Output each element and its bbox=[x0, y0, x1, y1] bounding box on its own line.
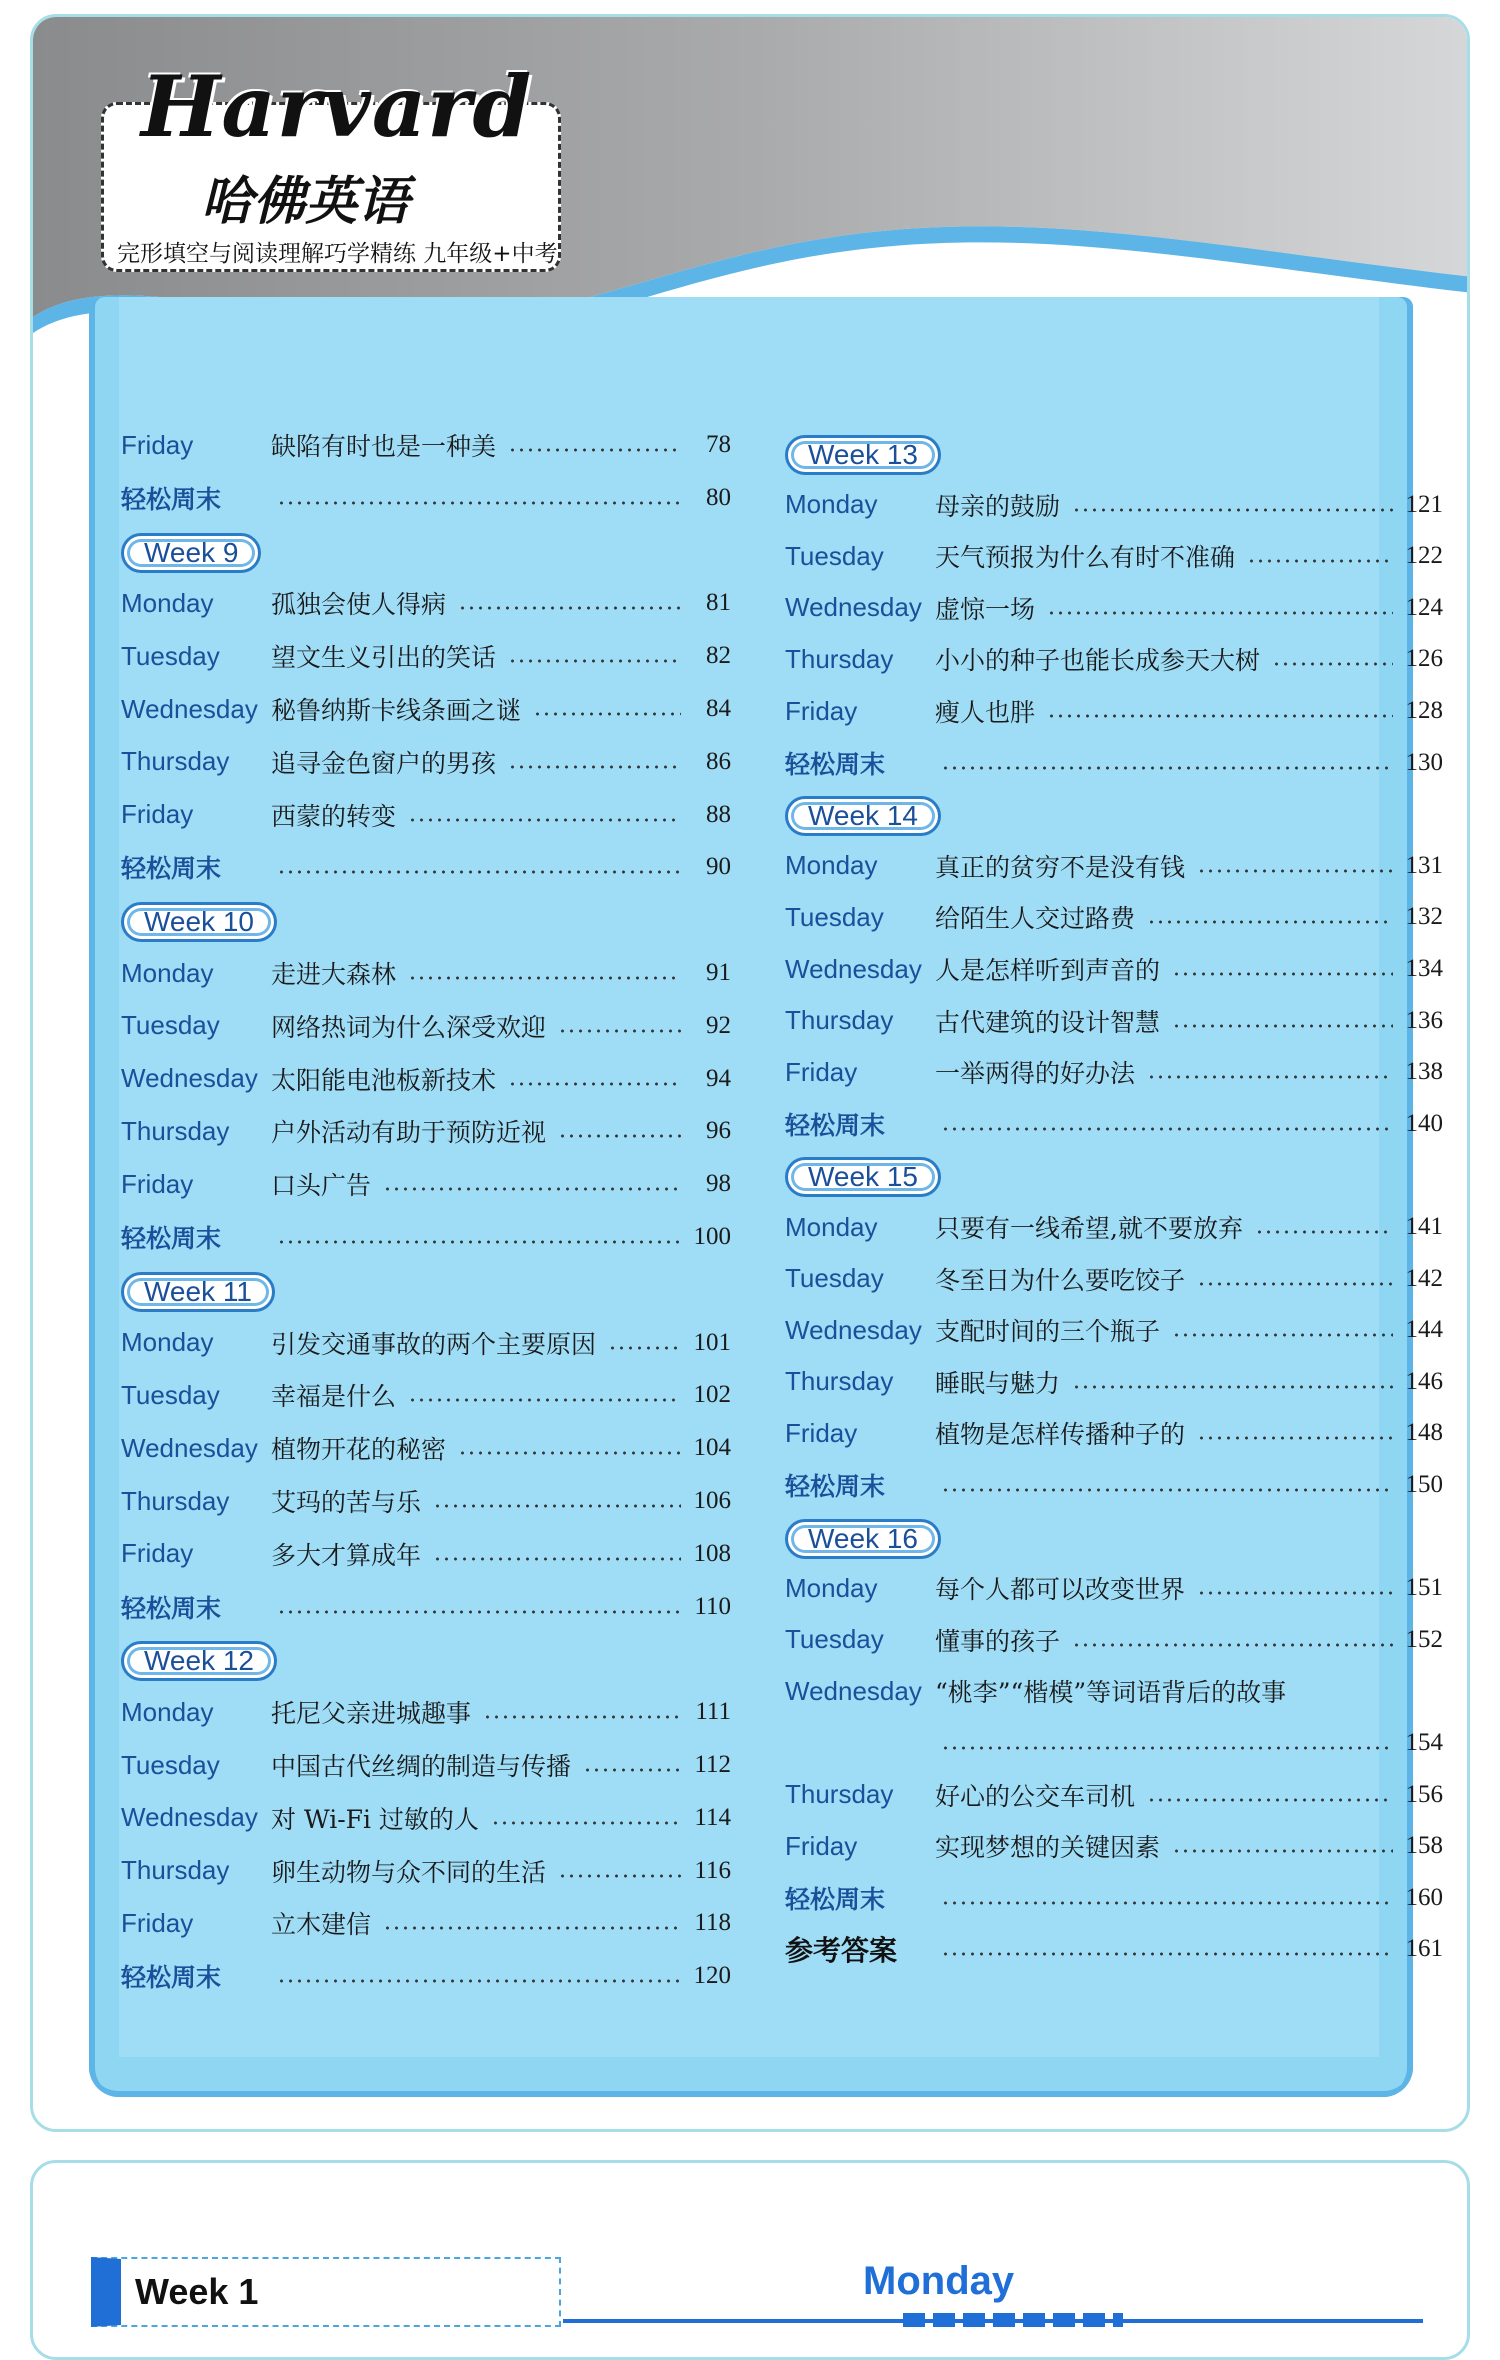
toc-entry-day: Friday bbox=[785, 1056, 858, 1087]
toc-entry[interactable] bbox=[121, 1217, 731, 1257]
toc-entry-day: Friday bbox=[121, 799, 194, 830]
dot-leader bbox=[508, 659, 681, 663]
toc-entry[interactable] bbox=[785, 1104, 1443, 1144]
week-badge: Week 11 bbox=[121, 1272, 275, 1312]
toc-entry[interactable] bbox=[121, 1323, 731, 1363]
toc-entry-day: Tuesday bbox=[785, 540, 884, 571]
toc-entry[interactable] bbox=[785, 691, 1443, 731]
day-heading: Monday bbox=[863, 2259, 1015, 2303]
toc-entry[interactable] bbox=[121, 1481, 731, 1521]
toc-entry-page: 148 bbox=[1405, 1419, 1443, 1447]
dot-leader bbox=[458, 606, 681, 610]
toc-entry[interactable] bbox=[785, 1826, 1443, 1866]
dot-leader bbox=[941, 1746, 1393, 1750]
toc-entry-page: 84 bbox=[706, 695, 731, 722]
toc-entry-page: 130 bbox=[1405, 748, 1443, 776]
toc-entry[interactable] bbox=[785, 846, 1443, 886]
toc-entry-day: Thursday bbox=[121, 1855, 230, 1886]
dot-leader bbox=[277, 1240, 681, 1244]
toc-entry-page: 111 bbox=[695, 1698, 731, 1726]
toc-entry-title: 天气预报为什么有时不准确 bbox=[935, 543, 1236, 573]
toc-entry-title: 瘦人也胖 bbox=[935, 698, 1036, 727]
toc-entry-page: 156 bbox=[1405, 1780, 1443, 1808]
toc-entry-page: 154 bbox=[1405, 1729, 1443, 1756]
toc-entry-title: 睡眠与魅力 bbox=[935, 1368, 1061, 1398]
toc-entry-day: Friday bbox=[121, 1168, 194, 1199]
dot-leader bbox=[458, 1451, 681, 1455]
dot-leader bbox=[1197, 1591, 1393, 1595]
toc-entry[interactable] bbox=[121, 1587, 731, 1627]
toc-entry-title: 幸福是什么 bbox=[271, 1382, 397, 1412]
dot-leader bbox=[408, 818, 681, 822]
toc-entry-day: Monday bbox=[785, 489, 878, 520]
toc-entry-page: 90 bbox=[706, 853, 731, 881]
dot-leader bbox=[1172, 1024, 1393, 1028]
toc-entry-title: 虚惊一场 bbox=[935, 594, 1036, 624]
toc-entry-page: 112 bbox=[694, 1751, 731, 1778]
dot-leader bbox=[1197, 1282, 1393, 1286]
toc-entry-day: 轻松周末 bbox=[785, 749, 886, 779]
toc-entry-day: Tuesday bbox=[121, 1010, 220, 1041]
toc-entry-page: 114 bbox=[694, 1803, 731, 1831]
dot-leader bbox=[408, 976, 681, 980]
toc-entry-page: 94 bbox=[706, 1064, 731, 1092]
toc-entry-page: 106 bbox=[693, 1487, 731, 1514]
toc-entry-title: 多大才算成年 bbox=[271, 1540, 422, 1570]
toc-entry-title: 小小的种子也能长成参天大树 bbox=[935, 646, 1261, 676]
toc-entry[interactable] bbox=[121, 1956, 731, 1996]
toc-entry-page: 121 bbox=[1405, 490, 1443, 518]
toc-entry-day: Tuesday bbox=[121, 1379, 220, 1410]
dot-leader bbox=[277, 870, 681, 874]
toc-entry-title: 每个人都可以改变世界 bbox=[935, 1575, 1186, 1605]
toc-entry[interactable] bbox=[121, 1692, 731, 1732]
dot-leader bbox=[558, 1134, 681, 1138]
dot-leader bbox=[533, 712, 681, 716]
toc-entry[interactable] bbox=[121, 742, 731, 782]
toc-entry-page: 141 bbox=[1405, 1213, 1443, 1240]
dot-leader bbox=[277, 501, 681, 505]
dot-leader bbox=[508, 1082, 681, 1086]
toc-entry-title: 真正的贫穷不是没有钱 bbox=[935, 852, 1186, 882]
toc-entry-day: Tuesday bbox=[785, 901, 884, 932]
toc-entry[interactable] bbox=[121, 636, 731, 676]
toc-entry-page: 118 bbox=[694, 1909, 731, 1937]
toc-entry-day: Friday bbox=[785, 695, 858, 726]
toc-entry-title: 追寻金色窗户的男孩 bbox=[271, 748, 497, 778]
toc-entry-title: 托尼父亲进城趣事 bbox=[271, 1699, 472, 1729]
toc-entry-page: 136 bbox=[1405, 1006, 1443, 1034]
toc-entry-page: 82 bbox=[706, 642, 731, 670]
toc-entry[interactable] bbox=[785, 1723, 1443, 1763]
dot-leader bbox=[277, 1979, 681, 1983]
dot-leader bbox=[941, 1127, 1393, 1131]
toc-entry-title: 植物开花的秘密 bbox=[271, 1435, 447, 1465]
toc-entry-title: 一举两得的好办法 bbox=[935, 1059, 1136, 1089]
toc-entry[interactable] bbox=[121, 1059, 731, 1099]
week-badge: Week 15 bbox=[785, 1157, 941, 1197]
cropped-title-fragment bbox=[903, 2313, 1123, 2327]
toc-entry[interactable] bbox=[785, 639, 1443, 679]
toc-entry-title: 古代建筑的设计智慧 bbox=[935, 1007, 1161, 1037]
toc-entry-day: Monday bbox=[121, 957, 214, 988]
toc-entry[interactable] bbox=[121, 795, 731, 835]
toc-entry[interactable] bbox=[121, 1903, 731, 1943]
toc-entry-page: 98 bbox=[706, 1170, 731, 1198]
toc-entry-title: 支配时间的三个瓶子 bbox=[935, 1317, 1161, 1347]
toc-entry-title: 口头广告 bbox=[271, 1171, 372, 1201]
toc-entry-day: Wednesday bbox=[785, 1675, 922, 1706]
toc-entry[interactable] bbox=[121, 953, 731, 993]
dot-leader bbox=[277, 1610, 681, 1614]
toc-entry-page: 122 bbox=[1405, 542, 1443, 570]
toc-entry-day: Monday bbox=[785, 1211, 878, 1242]
toc-entry[interactable] bbox=[785, 485, 1443, 525]
toc-entry-day: Thursday bbox=[121, 746, 230, 777]
dot-leader bbox=[483, 1715, 681, 1719]
toc-entry-page: 161 bbox=[1405, 1935, 1443, 1963]
toc-entry-page: 152 bbox=[1405, 1625, 1443, 1653]
toc-entry-title: 网络热词为什么深受欢迎 bbox=[271, 1012, 547, 1042]
toc-entry-title: 孤独会使人得病 bbox=[271, 590, 447, 620]
toc-entry[interactable] bbox=[121, 1851, 731, 1891]
toc-entry[interactable] bbox=[785, 1620, 1443, 1660]
toc-entry-title: 引发交通事故的两个主要原因 bbox=[271, 1329, 597, 1359]
toc-entry-page: 131 bbox=[1405, 851, 1443, 879]
dot-leader bbox=[1047, 714, 1393, 718]
toc-entry-page: 144 bbox=[1405, 1316, 1443, 1344]
toc-entry-day: Wednesday bbox=[121, 693, 258, 724]
dot-leader bbox=[1047, 611, 1393, 615]
toc-entry-day: Monday bbox=[785, 1572, 878, 1603]
toc-entry-page: 110 bbox=[694, 1592, 731, 1620]
toc-entry-page: 160 bbox=[1405, 1883, 1443, 1911]
toc-entry[interactable] bbox=[785, 536, 1443, 576]
toc-entry-page: 101 bbox=[693, 1328, 731, 1356]
toc-entry[interactable] bbox=[785, 1362, 1443, 1402]
week-badge: Week 10 bbox=[121, 902, 277, 942]
toc-entry[interactable] bbox=[121, 1006, 731, 1046]
toc-entry-day: 轻松周末 bbox=[121, 484, 222, 514]
toc-entry[interactable] bbox=[785, 1775, 1443, 1815]
toc-entry[interactable] bbox=[121, 1534, 731, 1574]
dot-leader bbox=[1172, 972, 1393, 976]
toc-entry-title: 只要有一线希望,就不要放弃 bbox=[935, 1214, 1243, 1243]
dot-leader bbox=[1072, 1385, 1393, 1389]
toc-entry[interactable] bbox=[785, 1671, 1443, 1711]
week-tab bbox=[91, 2257, 561, 2327]
toc-entry-title: 户外活动有助于预防近视 bbox=[271, 1118, 547, 1148]
toc-entry-day: Friday bbox=[785, 1417, 858, 1448]
toc-entry-title: 实现梦想的关键因素 bbox=[935, 1833, 1161, 1863]
dot-leader bbox=[1147, 920, 1393, 924]
toc-entry-title: “桃李”“楷模”等词语背后的故事 bbox=[935, 1678, 1287, 1708]
toc-entry[interactable] bbox=[785, 1413, 1443, 1453]
toc-entry-page: 128 bbox=[1405, 697, 1443, 724]
toc-entry-title: 冬至日为什么要吃饺子 bbox=[935, 1265, 1186, 1295]
toc-entry-page: 140 bbox=[1405, 1109, 1443, 1137]
toc-entry[interactable] bbox=[785, 1310, 1443, 1350]
dot-leader bbox=[491, 1821, 681, 1825]
toc-entry-page: 116 bbox=[694, 1856, 731, 1884]
dot-leader bbox=[383, 1926, 681, 1930]
toc-entry-title: 望文生义引出的笑话 bbox=[271, 643, 497, 673]
toc-entry-page: 126 bbox=[1405, 645, 1443, 673]
dot-leader bbox=[941, 766, 1393, 770]
toc-entry-day: Wednesday bbox=[121, 1432, 258, 1463]
toc-entry-title: 秘鲁纳斯卡线条画之谜 bbox=[271, 696, 522, 725]
toc-entry[interactable] bbox=[121, 1111, 731, 1151]
toc-entry-day: Wednesday bbox=[785, 592, 922, 623]
toc-entry-day: Wednesday bbox=[785, 953, 922, 984]
dot-leader bbox=[433, 1557, 681, 1561]
toc-entry-day: 轻松周末 bbox=[785, 1472, 886, 1501]
toc-entry-page: 138 bbox=[1405, 1058, 1443, 1086]
toc-panel bbox=[30, 14, 1470, 2132]
dot-leader bbox=[608, 1346, 681, 1350]
toc-entry[interactable] bbox=[121, 847, 731, 887]
toc-entry-title: 给陌生人交过路费 bbox=[935, 904, 1136, 934]
toc-entry-page: 151 bbox=[1405, 1574, 1443, 1602]
toc-entry-page: 108 bbox=[693, 1539, 731, 1567]
toc-entry-day: Friday bbox=[121, 1538, 194, 1569]
toc-entry-day: 轻松周末 bbox=[121, 854, 222, 884]
toc-entry-day: Tuesday bbox=[785, 1624, 884, 1655]
dot-leader bbox=[408, 1398, 681, 1402]
toc-entry-page: 104 bbox=[693, 1434, 731, 1462]
toc-entry-day: Monday bbox=[121, 587, 214, 618]
toc-entry-title: 中国古代丝绸的制造与传播 bbox=[271, 1752, 572, 1781]
week-badge: Week 12 bbox=[121, 1641, 277, 1681]
toc-entry-day: Monday bbox=[121, 1696, 214, 1727]
toc-entry-title: 卵生动物与众不同的生活 bbox=[271, 1857, 547, 1887]
toc-entry[interactable] bbox=[785, 1929, 1443, 1969]
toc-entry-page: 96 bbox=[706, 1117, 731, 1145]
toc-entry[interactable] bbox=[121, 689, 731, 729]
toc-entry-day: Friday bbox=[121, 429, 194, 460]
toc-entry[interactable] bbox=[785, 743, 1443, 783]
toc-entry-day: Monday bbox=[785, 850, 878, 881]
toc-entry-day: Thursday bbox=[121, 1115, 230, 1146]
toc-entry-title: 走进大森林 bbox=[271, 960, 397, 989]
toc-entry[interactable] bbox=[121, 1375, 731, 1415]
book-subtitle: 完形填空与阅读理解巧学精练 九年级+中考 bbox=[117, 241, 558, 267]
week-tab-label: Week 1 bbox=[135, 2271, 259, 2312]
toc-entry[interactable] bbox=[121, 478, 731, 518]
toc-entry-day: 轻松周末 bbox=[121, 1593, 222, 1623]
week-badge: Week 16 bbox=[785, 1519, 941, 1559]
dot-leader bbox=[1197, 1436, 1393, 1440]
toc-entry-day: Monday bbox=[121, 1327, 214, 1358]
toc-entry-page: 100 bbox=[693, 1223, 731, 1250]
dot-leader bbox=[558, 1874, 681, 1878]
dot-leader bbox=[1147, 1075, 1393, 1079]
dot-leader bbox=[383, 1187, 681, 1191]
toc-entry-title: 立木建信 bbox=[271, 1910, 372, 1940]
toc-entry-title: 太阳能电池板新技术 bbox=[271, 1065, 497, 1095]
toc-entry-page: 91 bbox=[706, 959, 731, 986]
dot-leader bbox=[1072, 508, 1393, 512]
toc-entry-page: 142 bbox=[1405, 1264, 1443, 1292]
week-badge: Week 9 bbox=[121, 533, 261, 573]
toc-entry[interactable] bbox=[785, 1052, 1443, 1092]
toc-entry-day: Wednesday bbox=[121, 1802, 258, 1833]
toc-entry[interactable] bbox=[785, 1878, 1443, 1918]
dot-leader bbox=[583, 1768, 681, 1772]
toc-entry[interactable] bbox=[785, 1465, 1443, 1505]
toc-entry-title: 西蒙的转变 bbox=[271, 801, 397, 831]
dot-leader bbox=[941, 1952, 1393, 1956]
dot-leader bbox=[1255, 1230, 1393, 1234]
brand-title: Harvard bbox=[141, 57, 533, 156]
toc-entry[interactable] bbox=[785, 949, 1443, 989]
toc-entry-day: Thursday bbox=[785, 1779, 894, 1810]
dot-leader bbox=[1172, 1849, 1393, 1853]
dot-leader bbox=[508, 448, 681, 452]
toc-entry-page: 102 bbox=[693, 1381, 731, 1409]
toc-entry-day: 轻松周末 bbox=[785, 1110, 886, 1140]
toc-entry-page: 124 bbox=[1405, 593, 1443, 621]
toc-entry-day: Thursday bbox=[785, 643, 894, 674]
dot-leader bbox=[558, 1029, 681, 1033]
toc-entry-title: 好心的公交车司机 bbox=[935, 1781, 1136, 1811]
dot-leader bbox=[433, 1504, 681, 1508]
toc-entry-day: Wednesday bbox=[785, 1314, 922, 1345]
dot-leader bbox=[508, 765, 681, 769]
dot-leader bbox=[941, 1901, 1393, 1905]
week-badge: Week 13 bbox=[785, 435, 941, 475]
toc-entry-page: 120 bbox=[693, 1962, 731, 1990]
toc-entry[interactable] bbox=[785, 897, 1443, 937]
toc-entry-title: 对 Wi-Fi 过敏的人 bbox=[271, 1804, 479, 1834]
toc-entry-day: Wednesday bbox=[121, 1063, 258, 1094]
next-page-preview bbox=[30, 2160, 1470, 2360]
toc-entry-day: 参考答案 bbox=[785, 1935, 898, 1967]
dot-leader bbox=[1072, 1643, 1393, 1647]
toc-entry[interactable] bbox=[785, 1207, 1443, 1247]
dot-leader bbox=[1147, 1798, 1393, 1802]
toc-entry-title: 艾玛的苦与乐 bbox=[271, 1488, 422, 1517]
toc-entry-page: 88 bbox=[706, 800, 731, 828]
toc-entry-day: Friday bbox=[121, 1907, 194, 1938]
toc-entry-day: Thursday bbox=[785, 1005, 894, 1036]
toc-entry[interactable] bbox=[121, 425, 731, 465]
toc-entry-title: 植物是怎样传播种子的 bbox=[935, 1420, 1186, 1450]
dot-leader bbox=[1197, 869, 1393, 873]
toc-entry-page: 86 bbox=[706, 747, 731, 775]
toc-entry-day: Friday bbox=[785, 1830, 858, 1861]
toc-entry-page: 78 bbox=[706, 431, 731, 458]
toc-entry-page: 80 bbox=[706, 483, 731, 511]
toc-entry-title: 缺陷有时也是一种美 bbox=[271, 432, 497, 461]
toc-entry[interactable] bbox=[785, 588, 1443, 628]
toc-entry-page: 146 bbox=[1405, 1367, 1443, 1395]
toc-entry-page: 81 bbox=[706, 589, 731, 617]
brand-chinese-title: 哈佛英语 bbox=[201, 172, 410, 232]
toc-entry[interactable] bbox=[121, 1164, 731, 1204]
toc-entry-page: 132 bbox=[1405, 903, 1443, 931]
week-badge: Week 14 bbox=[785, 796, 941, 836]
toc-entry-day: Tuesday bbox=[785, 1263, 884, 1294]
toc-entry-day: 轻松周末 bbox=[121, 1224, 222, 1253]
toc-entry-title: 母亲的鼓励 bbox=[935, 491, 1061, 521]
toc-entry-title: 懂事的孩子 bbox=[935, 1626, 1061, 1656]
toc-entry-page: 158 bbox=[1405, 1832, 1443, 1860]
toc-entry-day: 轻松周末 bbox=[121, 1963, 222, 1993]
toc-entry-day: Tuesday bbox=[121, 1749, 220, 1780]
toc-entry-day: Tuesday bbox=[121, 640, 220, 671]
toc-entry[interactable] bbox=[121, 1798, 731, 1838]
dot-leader bbox=[1247, 559, 1393, 563]
toc-entry[interactable] bbox=[785, 1568, 1443, 1608]
toc-entry[interactable] bbox=[121, 583, 731, 623]
toc-entry-day: Thursday bbox=[121, 1485, 230, 1516]
toc-entry[interactable] bbox=[785, 1259, 1443, 1299]
toc-entry[interactable] bbox=[121, 1428, 731, 1468]
toc-entry-page: 92 bbox=[706, 1011, 731, 1039]
toc-entry-title: 人是怎样听到声音的 bbox=[935, 956, 1161, 985]
toc-entry-day: 轻松周末 bbox=[785, 1884, 886, 1914]
toc-entry[interactable] bbox=[785, 1001, 1443, 1041]
toc-entry-day: Thursday bbox=[785, 1366, 894, 1397]
dot-leader bbox=[1272, 662, 1393, 666]
toc-entry[interactable] bbox=[121, 1745, 731, 1785]
toc-entry-page: 134 bbox=[1405, 955, 1443, 982]
dot-leader bbox=[1172, 1333, 1393, 1337]
toc-entry-page: 150 bbox=[1405, 1471, 1443, 1498]
dot-leader bbox=[941, 1488, 1393, 1492]
